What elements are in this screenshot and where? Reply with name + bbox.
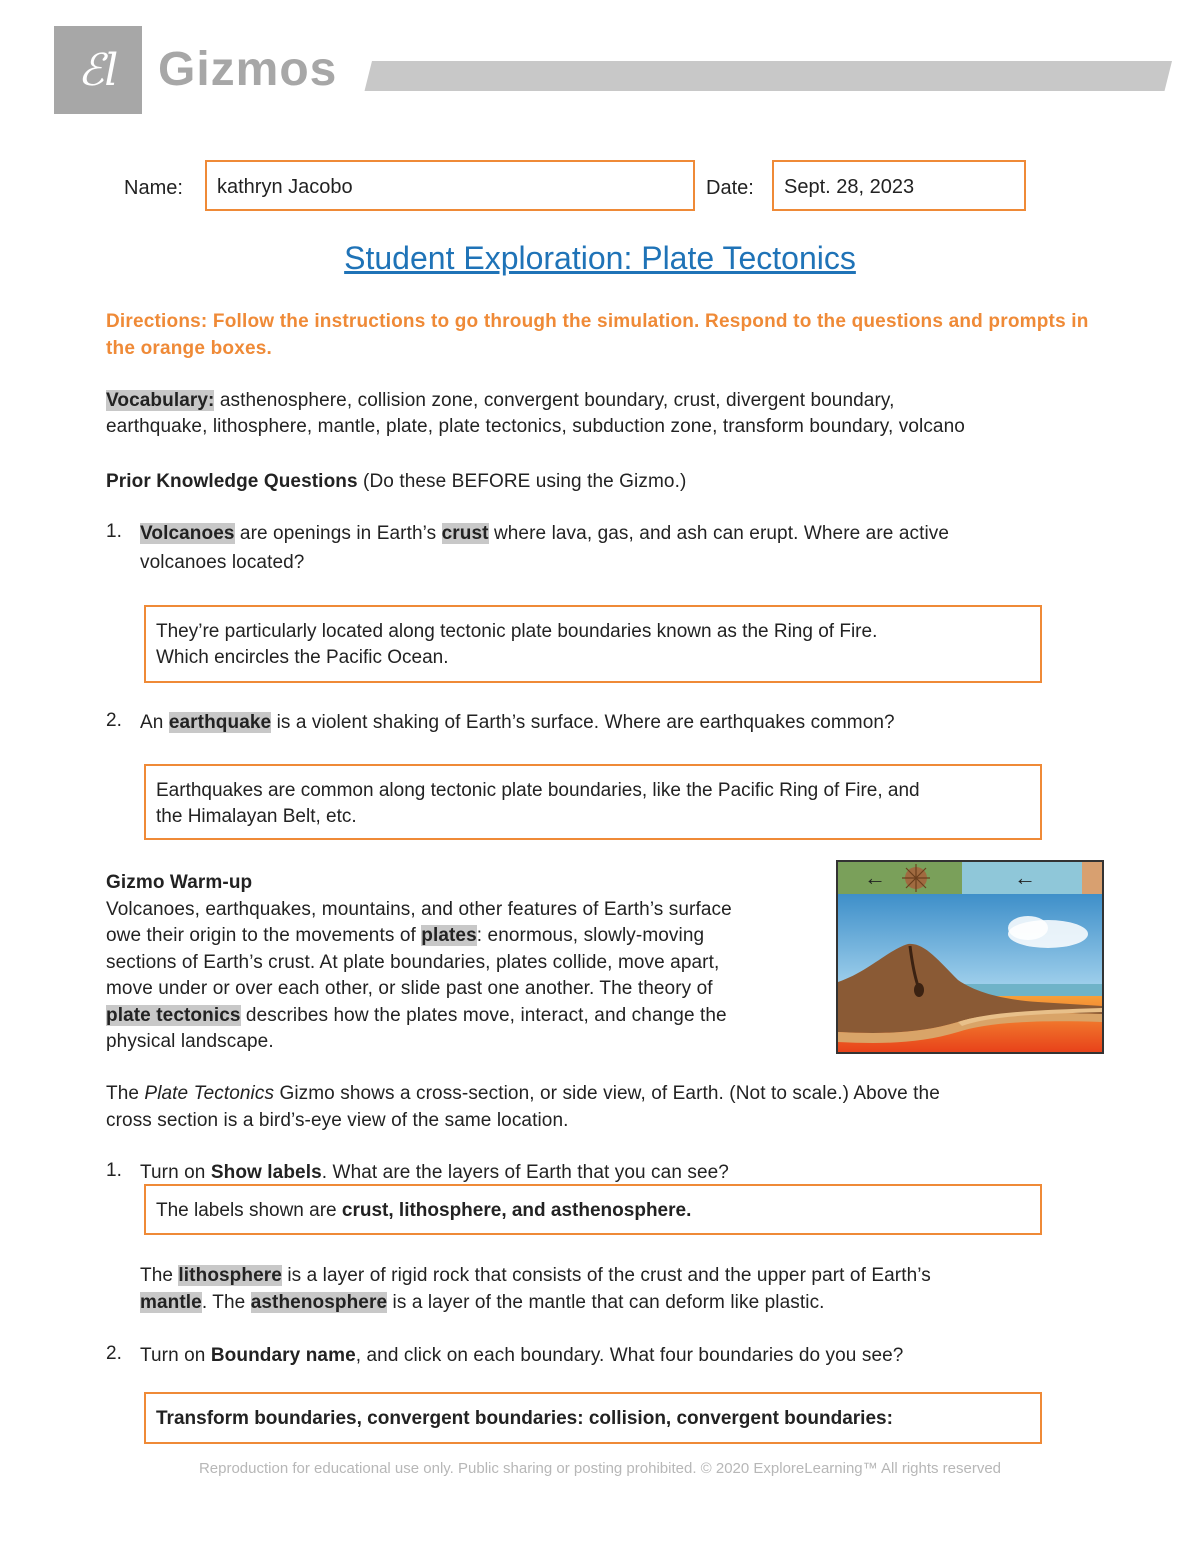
date-field[interactable]: Sept. 28, 2023 [772, 160, 1026, 211]
desc-text: Gizmo shows a cross-section, or side view, of Earth. (Not to scale.) Above the [274, 1083, 940, 1104]
directions: Directions: Follow the instructions to go through the simulation. Respond to the questions and prompts in the orange boxes. [106, 311, 1089, 359]
vocabulary-line1: asthenosphere, collision zone, convergent boundary, crust, divergent boundary, [214, 390, 895, 411]
term-lithosphere: lithosphere [178, 1265, 282, 1286]
litho-text: is a layer of the mantle that can deform like plastic. [387, 1292, 825, 1313]
answer-line: the Himalayan Belt, etc. [156, 806, 357, 827]
term-earthquake: earthquake [168, 712, 272, 733]
desc-text: cross section is a bird’s-eye view of the same location. [106, 1110, 569, 1131]
date-label: Date: [706, 177, 754, 199]
answer-box-layers[interactable] [144, 1184, 1042, 1235]
warmup-line: owe their origin to the movements of [106, 925, 422, 946]
prior-note: (Do these BEFORE using the Gizmo.) [357, 471, 687, 492]
footer-copyright: Reproduction for educational use only. Public sharing or posting prohibited. © 2020 ExploreLearning™ All rights reserved [198, 1460, 1002, 1477]
warmup-line: move under or over each other, or slide past one another. The theory of [106, 978, 713, 999]
brand-title: Gizmos [158, 43, 338, 96]
gizmo-description [106, 1080, 1106, 1134]
qb-text: , and click on each boundary. What four boundaries do you see? [355, 1345, 904, 1366]
term-mantle: mantle [140, 1292, 202, 1313]
answer-box-earthquake[interactable] [144, 764, 1042, 840]
gizmo-simulation-image [836, 860, 1104, 1054]
answer-line: They’re particularly located along tectonic plate boundaries known as the Ring of Fire. [156, 621, 878, 642]
header-bar [365, 61, 1172, 91]
vocabulary-label: Vocabulary: [106, 390, 215, 411]
question-earthquake [140, 710, 1100, 736]
warmup-line: : enormous, slowly-moving [476, 925, 705, 946]
warmup-line: describes how the plates move, interact, and change the [240, 1004, 727, 1026]
q1-text-b: where lava, gas, and ash can erupt. Where are active [488, 523, 950, 544]
term-crust: crust [441, 523, 489, 544]
warmup-section [106, 870, 826, 1056]
term-volcanoes: Volcanoes [140, 523, 235, 544]
boundary-name-term: Boundary name [210, 1345, 356, 1366]
term-plates: plates [421, 925, 477, 946]
question-number: 2. [106, 710, 122, 731]
prior-heading-bold: Prior Knowledge Questions [106, 471, 358, 492]
q1-text-a: are openings in Earth’s [234, 523, 442, 544]
ql-text: Turn on [140, 1162, 211, 1183]
answer-box-boundaries[interactable]: Transform boundaries, convergent boundaries: collision, convergent boundaries: [144, 1392, 1042, 1444]
litho-text: is a layer of rigid rock that consists of the crust and the upper part of Earth’s [281, 1265, 931, 1286]
vocabulary [106, 388, 1106, 440]
warmup-line: physical landscape. [106, 1031, 274, 1052]
plate-arrow-left: ← [864, 865, 886, 890]
vocabulary-line2: earthquake, lithosphere, mantle, plate, plate tectonics, subduction zone, transform boundary, volcano [106, 416, 965, 437]
explorelearning-logo: ℰl [54, 26, 142, 114]
litho-text: . The [201, 1292, 251, 1313]
show-labels-term: Show labels [210, 1162, 322, 1183]
question-number: 2. [106, 1343, 122, 1364]
answer-text: The labels shown are [156, 1200, 342, 1221]
plate-arrow-right: ← [1014, 865, 1036, 890]
q2-text-b: is a violent shaking of Earth’s surface. Where are earthquakes common? [271, 712, 895, 733]
name-label: Name: [124, 177, 183, 199]
q2-text-a: An [140, 712, 169, 733]
answer-line: Earthquakes are common along tectonic plate boundaries, like the Pacific Ring of Fire, and [156, 780, 920, 801]
name-field[interactable]: kathryn Jacobo [205, 160, 695, 211]
term-plate-tectonics: plate tectonics [106, 1004, 241, 1026]
term-asthenosphere: asthenosphere [250, 1292, 388, 1313]
question-volcanoes [140, 521, 1100, 576]
answer-text-bold: crust, lithosphere, and asthenosphere. [341, 1200, 692, 1221]
answer-box-volcanoes[interactable] [144, 605, 1042, 683]
page-title: Student Exploration: Plate Tectonics [344, 240, 856, 276]
warmup-heading: Gizmo Warm-up [106, 872, 253, 893]
question-show-labels [140, 1160, 1100, 1186]
answer-line: Which encircles the Pacific Ocean. [156, 647, 449, 668]
question-boundary-name [140, 1343, 1100, 1369]
litho-text: The [140, 1265, 179, 1286]
desc-text: The [106, 1083, 145, 1104]
prior-knowledge-heading [106, 469, 686, 495]
q1-text-c: volcanoes located? [140, 552, 305, 573]
lithosphere-paragraph [140, 1262, 1100, 1316]
ql-text: . What are the layers of Earth that you can see? [321, 1162, 729, 1183]
warmup-line: Volcanoes, earthquakes, mountains, and other features of Earth’s surface [106, 898, 732, 920]
qb-text: Turn on [140, 1345, 211, 1366]
question-number: 1. [106, 1160, 122, 1181]
desc-italic: Plate Tectonics [144, 1083, 275, 1104]
warmup-line: sections of Earth’s crust. At plate boundaries, plates collide, move apart, [106, 951, 720, 973]
question-number: 1. [106, 521, 122, 542]
